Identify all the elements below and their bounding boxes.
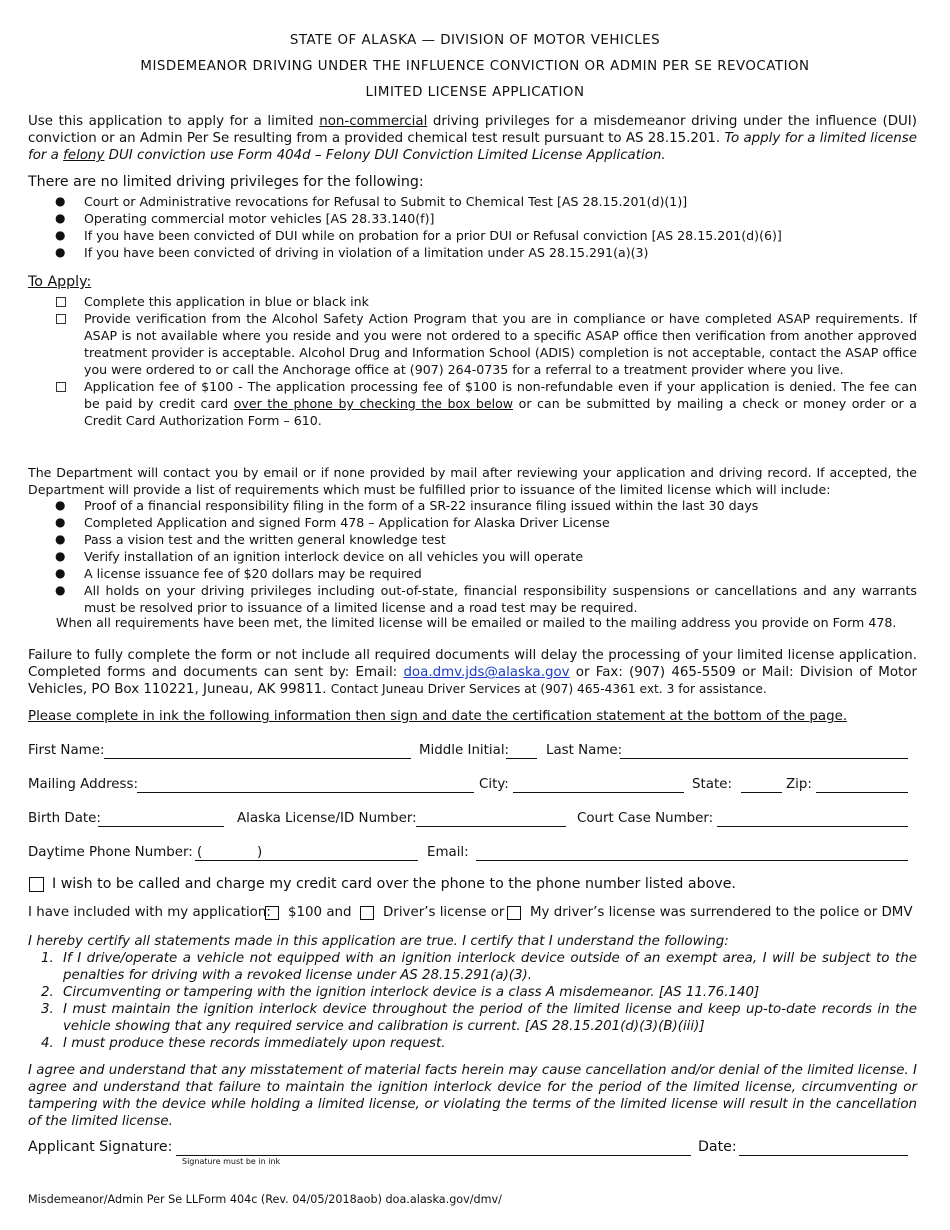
daytime-phone-field[interactable]	[195, 846, 418, 861]
mailing-address-label: Mailing Address:	[28, 777, 139, 792]
last-name-label: Last Name:	[546, 743, 623, 758]
state-field[interactable]	[741, 778, 782, 793]
bullet-icon: ●	[55, 498, 66, 512]
first-name-label: First Name:	[28, 743, 105, 758]
bullet-icon: ●	[55, 245, 66, 259]
daytime-phone-label: Daytime Phone Number:	[28, 845, 193, 860]
email-link[interactable]: doa.dmv.jds@alaska.gov	[403, 665, 570, 680]
date-field[interactable]	[739, 1141, 908, 1156]
first-name-field[interactable]	[104, 744, 411, 759]
checkbox-icon	[56, 382, 66, 392]
bullet-icon: ●	[55, 532, 66, 546]
agreement-paragraph: I agree and understand that any misstatement of material facts herein may cause cancellation and/or denial of the limited license. I agree and understand that failure to maintain the ignition interlock device for the period of the limited license, circumventing or tampering with the device while holding a limited license, or violating the terms of the limited license will result in the cancellation of the limited license.	[28, 1063, 917, 1129]
list-item: ● Proof of a financial responsibility filing in the form of a SR-22 insurance filing issued within the last 30 days	[55, 498, 759, 513]
middle-initial-field[interactable]	[506, 744, 537, 759]
email-label: Email:	[427, 845, 469, 860]
middle-initial-label: Middle Initial:	[419, 743, 510, 758]
header-agency: STATE OF ALASKA — DIVISION OF MOTOR VEHICLES	[289, 33, 661, 48]
city-label: City:	[479, 777, 509, 792]
certify-list	[28, 950, 917, 1052]
zip-field[interactable]	[816, 778, 908, 793]
list-item: ● All holds on your driving privileges including out-of-state, financial responsibility suspensions or cancellations and any warrants must be resolved prior to issuance of a limited license and a road test may be required.	[55, 583, 917, 615]
list-item: ● If you have been convicted of driving in violation of a limitation under AS 28.15.291(a)(3)	[55, 245, 649, 260]
no-privileges-list	[28, 193, 917, 261]
checkbox-icon	[56, 297, 66, 307]
list-item: Complete this application in blue or black ink	[28, 293, 917, 310]
list-item: ● A license issuance fee of $20 dollars may be required	[55, 566, 422, 581]
list-item: 4. I must produce these records immediately upon request.	[41, 1036, 446, 1051]
bullet-icon: ●	[55, 228, 66, 242]
department-paragraph: The Department will contact you by email or if none provided by mail after reviewing your application and driving record. If accepted, the Department will provide a list of requirements which must be fulfilled prior to issuance of the limited license which will include:	[28, 465, 917, 497]
list-item: ● Verify installation of an ignition interlock device on all vehicles you will operate	[55, 549, 584, 564]
list-item: 2. Circumventing or tampering with the ignition interlock device is a class A misdemeanor. [AS 11.76.140]	[41, 985, 760, 1000]
state-label: State:	[692, 777, 732, 792]
included-label: I have included with my application:	[28, 905, 271, 920]
list-item: Application fee of $100 - The application processing fee of $100 is non-refundable even if your application is denied. The fee can be paid by credit card over the phone by checking the box below or can be submitted by mailing a check or money order or a Credit Card Authorization Form – 610.	[28, 378, 917, 429]
signature-note: Signature must be in ink	[182, 1157, 281, 1166]
list-item: ● Court or Administrative revocations for Refusal to Submit to Chemical Test [AS 28.15.201(d)(1)]	[55, 194, 688, 209]
header-form-title: LIMITED LICENSE APPLICATION	[365, 85, 585, 100]
zip-label: Zip:	[786, 777, 812, 792]
bullet-icon: ●	[55, 549, 66, 563]
requirements-list	[28, 497, 917, 616]
fee-option-label: $100 and	[288, 905, 352, 920]
list-item: ● Operating commercial motor vehicles [AS 28.33.140(f)]	[55, 211, 435, 226]
to-apply-heading: To Apply:	[28, 274, 92, 290]
form-footer: Misdemeanor/Admin Per Se LLForm 404c (Rev. 04/05/2018aob) doa.alaska.gov/dmv/	[28, 1193, 502, 1206]
intro-paragraph: Use this application to apply for a limited non-commercial driving privileges for a misdemeanor driving under the influence (DUI) conviction or an Admin Per Se resulting from a provided chemical test result pursuant to AS 28.15.201. To apply for a limited license for a felony DUI conviction use Form 404d – Felony DUI Conviction Limited License Application.	[28, 114, 917, 163]
license-id-label: Alaska License/ID Number:	[237, 811, 417, 826]
bullet-icon: ●	[55, 583, 66, 597]
signature-field[interactable]	[176, 1141, 691, 1156]
signature-label: Applicant Signature:	[28, 1139, 173, 1155]
list-item: ● Pass a vision test and the written general knowledge test	[55, 532, 446, 547]
email-field[interactable]	[476, 846, 908, 861]
credit-card-checkbox[interactable]	[29, 877, 44, 892]
checkbox-icon	[56, 314, 66, 324]
list-item: 3. I must maintain the ignition interlock device throughout the period of the limited license and keep up-to-date records in the vehicle showing that any required service and calibration is current. [AS 28.15.201(d)(3)(B)(iii)]	[41, 1002, 917, 1034]
last-name-field[interactable]	[620, 744, 908, 759]
bullet-icon: ●	[55, 515, 66, 529]
license-id-field[interactable]	[416, 812, 566, 827]
header-subtitle: MISDEMEANOR DRIVING UNDER THE INFLUENCE CONVICTION OR ADMIN PER SE REVOCATION	[140, 59, 810, 74]
department-closing: When all requirements have been met, the limited license will be emailed or mailed to the mailing address you provide on Form 478.	[56, 615, 897, 630]
to-apply-list	[28, 293, 917, 429]
credit-card-label: I wish to be called and charge my credit card over the phone to the phone number listed above.	[52, 876, 736, 892]
list-item: Provide verification from the Alcohol Safety Action Program that you are in compliance or have completed ASAP requirements. If ASAP is not available where you reside and you were not ordered to a specific ASAP office then verification from another approved treatment provider is acceptable. Alcohol Drug and Information School (ADIS) completion is not acceptable, contact the ASAP office you were ordered to or call the Anchorage office at (907) 264-0735 for a referral to a treatment provider where you live.	[28, 310, 917, 378]
drivers-license-option-label: Driver’s license or	[383, 905, 505, 920]
court-case-field[interactable]	[717, 812, 908, 827]
license-surrendered-option-label: My driver’s license was surrendered to the police or DMV	[530, 905, 913, 920]
court-case-label: Court Case Number:	[577, 811, 714, 826]
failure-paragraph: Failure to fully complete the form or not include all required documents will delay the processing of your limited license application. Completed forms and documents can sent by: Email: doa.dmv.jds@alaska.gov or Fax: (907) 465-5509 or Mail: Division of Motor Vehicles, PO Box 110221, Juneau, AK 99811. Contact Juneau Driver Services at (907) 465-4361 ext. 3 for assistance.	[28, 648, 917, 697]
birth-date-field[interactable]	[98, 812, 224, 827]
list-item: ● Completed Application and signed Form 478 – Application for Alaska Driver License	[55, 515, 610, 530]
instruction-text: Please complete in ink the following information then sign and date the certification statement at the bottom of the page.	[28, 709, 848, 724]
birth-date-label: Birth Date:	[28, 811, 101, 826]
phone-area-close: )	[257, 845, 263, 860]
city-field[interactable]	[513, 778, 684, 793]
mailing-address-field[interactable]	[137, 778, 474, 793]
certify-intro: I hereby certify all statements made in this application are true. I certify that I understand the following:	[28, 934, 729, 949]
date-label: Date:	[698, 1139, 737, 1155]
bullet-icon: ●	[55, 211, 66, 225]
list-item: 1. If I drive/operate a vehicle not equipped with an ignition interlock device outside of an exempt area, I will be subject to the penalties for driving with a revoked license under AS 28.15.291(a)(3).	[41, 951, 917, 983]
no-privileges-heading: There are no limited driving privileges for the following:	[28, 174, 424, 190]
license-surrendered-checkbox[interactable]	[507, 906, 521, 920]
fee-checkbox[interactable]	[265, 906, 279, 920]
phone-area-open: (	[197, 845, 203, 860]
drivers-license-checkbox[interactable]	[360, 906, 374, 920]
bullet-icon: ●	[55, 194, 66, 208]
list-item: ● If you have been convicted of DUI while on probation for a prior DUI or Refusal conviction [AS 28.15.201(d)(6)]	[55, 228, 782, 243]
bullet-icon: ●	[55, 566, 66, 580]
